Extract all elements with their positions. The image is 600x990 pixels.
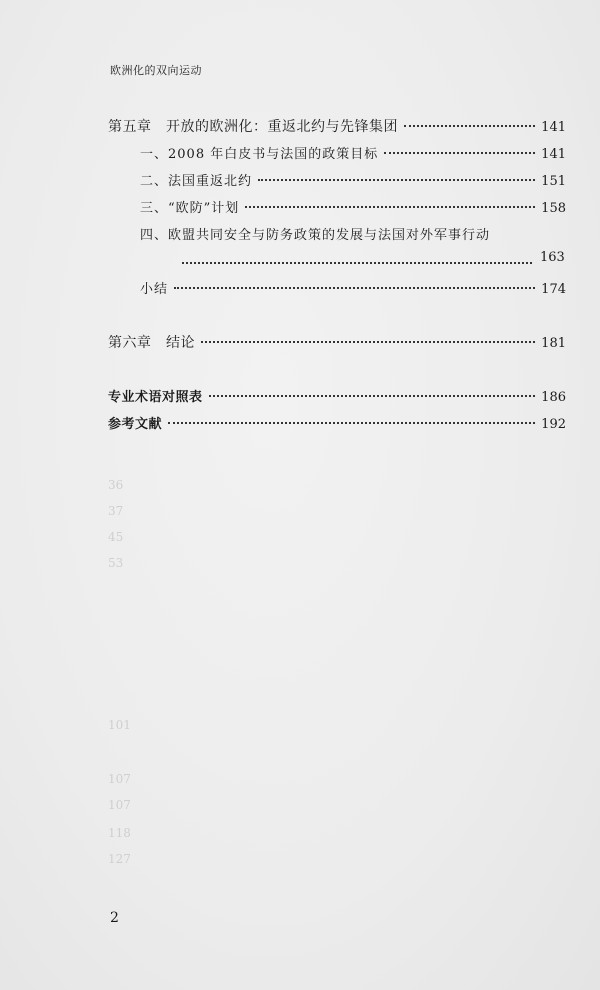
toc-entry-chapter-6 xyxy=(108,332,566,352)
folio-page-number: 2 xyxy=(110,910,119,926)
bleed-through-number: 36 xyxy=(108,478,124,492)
bleed-through-number: 45 xyxy=(108,530,124,544)
bleed-through-number: 53 xyxy=(108,556,124,570)
toc-entry-label: 三、“欧防”计划 xyxy=(140,201,240,216)
dot-leader xyxy=(404,125,535,127)
dot-leader xyxy=(245,206,535,208)
bleed-through-number: 127 xyxy=(108,852,131,866)
toc-page-number: 163 xyxy=(540,250,565,265)
dot-leader xyxy=(258,179,535,181)
toc-page-number: 151 xyxy=(541,174,566,189)
bleed-through-number: 118 xyxy=(108,826,131,840)
toc-page-number: 186 xyxy=(541,390,566,405)
bleed-through-number: 107 xyxy=(108,798,131,812)
bleed-through-number: 107 xyxy=(108,772,131,786)
running-head: 欧洲化的双向运动 xyxy=(110,64,202,77)
toc-entry-label: 四、欧盟共同安全与防务政策的发展与法国对外军事行动 xyxy=(140,228,491,243)
toc-page-number: 192 xyxy=(541,417,566,432)
toc-entry-glossary xyxy=(108,386,566,405)
bleed-through-number: 101 xyxy=(108,718,131,732)
toc-entry-section-1 xyxy=(140,143,566,162)
toc-page-number: 141 xyxy=(541,120,566,135)
toc-entry-summary xyxy=(140,278,566,297)
toc-entry-label: 参考文献 xyxy=(108,417,163,432)
dot-leader xyxy=(209,395,536,397)
toc-page-number: 174 xyxy=(541,282,566,297)
toc-entry-label: 第五章 开放的欧洲化：重返北约与先锋集团 xyxy=(108,119,398,135)
dot-leader xyxy=(182,262,532,264)
bleed-through-number: 37 xyxy=(108,504,124,518)
dot-leader xyxy=(168,422,535,424)
toc-page-number: 158 xyxy=(541,201,566,216)
toc-entry-references xyxy=(108,413,566,432)
toc-entry-label: 二、法国重返北约 xyxy=(140,174,253,189)
dot-leader xyxy=(174,287,535,289)
dot-leader xyxy=(384,152,535,154)
toc-entry-label: 一、2008 年白皮书与法国的政策目标 xyxy=(140,147,379,162)
toc-entry-label: 小结 xyxy=(140,282,169,297)
toc-page-number: 141 xyxy=(541,147,566,162)
toc-entry-label: 专业术语对照表 xyxy=(108,390,203,405)
toc-entry-section-3 xyxy=(140,197,566,216)
dot-leader xyxy=(201,341,535,343)
toc-entry-section-4 xyxy=(140,224,566,243)
toc-entry-section-2 xyxy=(140,170,566,189)
toc-page-number: 181 xyxy=(541,336,566,351)
toc-entry-label: 第六章 结论 xyxy=(108,335,195,351)
toc-entry-chapter-5 xyxy=(108,116,566,136)
